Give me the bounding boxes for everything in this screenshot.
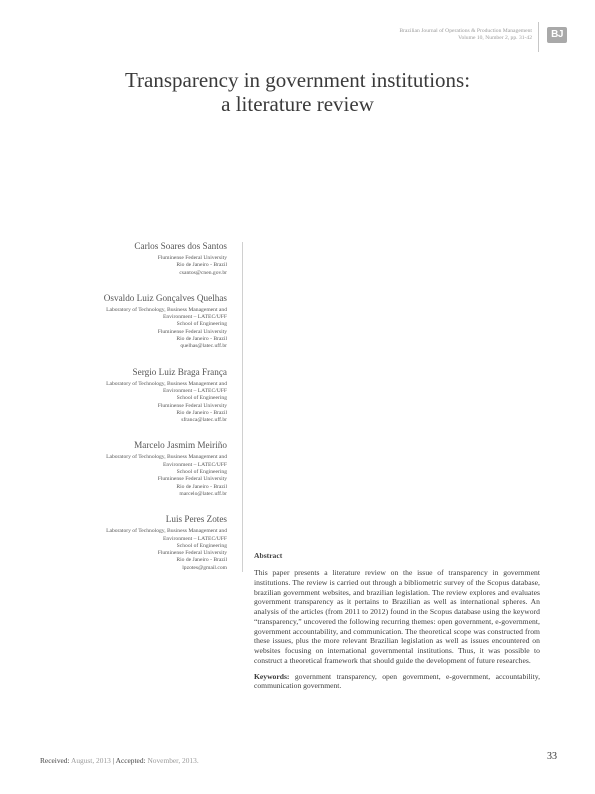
author-name: Sergio Luiz Braga França [132, 366, 227, 377]
submission-dates [40, 756, 199, 765]
abstract-heading: Abstract [254, 551, 283, 560]
abstract-section [254, 551, 540, 691]
affiliation-line: Environment – LATEC/UFF [162, 314, 227, 321]
keywords-label: Keywords: [254, 671, 290, 681]
author-name: Carlos Soares dos Santos [134, 241, 227, 251]
journal-volume: Volume 10, Number 2, pp. 31-42 [458, 35, 532, 42]
affiliation-line: Rio de Janeiro - Brazil [176, 483, 227, 490]
paper-title [50, 68, 545, 116]
affiliation-line: Environment – LATEC/UFF [162, 387, 227, 394]
affiliation-line: Laboratory of Technology, Business Management and [106, 454, 227, 461]
author-name: Marcelo Jasmim Meiriño [134, 440, 227, 451]
author-block [40, 366, 227, 425]
accepted-label: Accepted: [115, 756, 146, 765]
author-email: quelhas@latec.uff.br [180, 343, 227, 350]
abstract-body: This paper presents a literature review on the issue of transparency in government institutions. The review is carried out through a bibliometric survey of the Scopus database, brazilian government websites, and brazilian legislation. The review explores and evaluates government transparency as it pertains to Brazilian as well as international spheres. An analysis of the articles (from 2011 to 2012) found in the Scopus database using the keyword “transparency,” uncovered the following recurring themes: open government, e-government, government accountability, and communication. The theoretical scope was constructed from these issues, plus the more relevant Brazilian legislation as well as issues encountered on websites focusing on international governmental institutions. Thus, it was possible to construct a theoretical framework that should guide the development of future researches. [254, 568, 540, 665]
affiliation-line: Fluminense Federal University [157, 550, 227, 557]
affiliation-line: School of Engineering [176, 395, 227, 402]
title-line-1: Transparency in government institutions: [124, 68, 471, 92]
affiliation-line: Laboratory of Technology, Business Management and [106, 528, 227, 535]
journal-header [312, 28, 532, 43]
keywords-text: government transparency, open government, e-government, accountability, communication government. [254, 671, 540, 691]
affiliation-line: School of Engineering [176, 542, 227, 549]
affiliation-line: Fluminense Federal University [157, 255, 227, 261]
affiliation-line: Environment – LATEC/UFF [162, 535, 227, 542]
affiliation-line: Fluminense Federal University [157, 476, 227, 483]
received-date: August, 2013 [69, 756, 111, 765]
affiliation-line: Rio de Janeiro - Brazil [176, 409, 227, 416]
journal-logo-icon: BJ [547, 27, 567, 43]
author-name: Osvaldo Luiz Gonçalves Quelhas [103, 292, 227, 303]
affiliation-line: Fluminense Federal University [157, 328, 227, 335]
author-block [40, 292, 227, 351]
journal-title: Brazilian Journal of Operations & Production Management [399, 28, 532, 34]
header-divider [538, 22, 539, 52]
affiliation-line: Rio de Janeiro - Brazil [176, 336, 227, 343]
affiliation-line: Rio de Janeiro - Brazil [176, 262, 227, 269]
author-list [40, 240, 227, 587]
author-name: Luis Peres Zotes [165, 514, 227, 525]
affiliation-line: Laboratory of Technology, Business Management and [106, 306, 227, 313]
received-label: Received: [40, 756, 70, 765]
affiliation-line: Rio de Janeiro - Brazil [176, 557, 227, 564]
keywords [254, 672, 540, 692]
column-divider [242, 242, 243, 572]
author-email: marcelo@latec.uff.br [179, 490, 227, 497]
author-block [40, 240, 227, 277]
title-line-2: a literature review [221, 92, 374, 116]
accepted-date: November, 2013. [145, 756, 199, 765]
date-separator: | [110, 756, 116, 765]
author-block [40, 513, 227, 572]
author-email: sfranca@latec.uff.br [181, 417, 227, 424]
affiliation-line: Fluminense Federal University [157, 402, 227, 409]
affiliation-line: School of Engineering [176, 469, 227, 476]
page-number: 33 [547, 751, 557, 762]
affiliation-line: School of Engineering [176, 321, 227, 328]
author-block [40, 439, 227, 498]
affiliation-line: Laboratory of Technology, Business Management and [106, 380, 227, 387]
author-email: csantos@cnen.gov.br [179, 269, 227, 276]
affiliation-line: Environment – LATEC/UFF [162, 461, 227, 468]
author-email: lpzotes@gmail.com [182, 564, 227, 571]
